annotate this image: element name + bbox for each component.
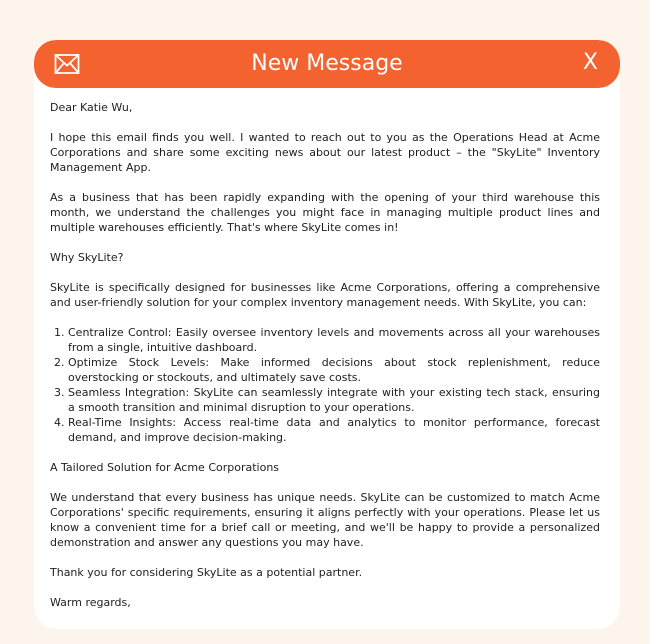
list-item: 4. Real-Time Insights: Access real-time data and analytics to monitor performance, forecast demand, and improve decision-making. (68, 415, 600, 445)
list-item: 3. Seamless Integration: SkyLite can seamlessly integrate with your existing tech stack, ensuring a smooth transition and minimal disruption to your operations. (68, 385, 600, 415)
greeting: Dear Katie Wu, (50, 101, 133, 114)
window-title: New Message (251, 51, 403, 76)
why-paragraph: SkyLite is specifically designed for businesses like Acme Corporations, offering a comprehensive and user-friendly solution for your complex inventory management needs. With SkyLite, you can: (50, 281, 600, 309)
list-item: 2. Optimize Stock Levels: Make informed decisions about stock replenishment, reduce overstocking or stockouts, and ultimately save costs. (68, 355, 600, 385)
message-body (50, 100, 600, 610)
message-header (34, 40, 620, 88)
context-paragraph: As a business that has been rapidly expanding with the opening of your third warehouse this month, we understand the challenges you might face in managing multiple product lines and multiple warehouses efficiently. That's where SkyLite comes in! (50, 191, 600, 234)
message-window (34, 40, 620, 629)
benefits-list (50, 325, 600, 445)
tailored-paragraph: We understand that every business has unique needs. SkyLite can be customized to match Acme Corporations' specific requirements, ensuring it aligns perfectly with your operations. Please let us know a convenient time for a brief call or meeting, and we'll be happy to provide a personalized demonstration and answer any questions you may have. (50, 491, 600, 549)
list-item: 1. Centralize Control: Easily oversee inventory levels and movements across all your warehouses from a single, intuitive dashboard. (68, 325, 600, 355)
closing: Warm regards, (50, 596, 131, 609)
why-heading: Why SkyLite? (50, 251, 124, 264)
intro-paragraph: I hope this email finds you well. I wanted to reach out to you as the Operations Head at Acme Corporations and share some exciting news about our latest product – the "SkyLite" Inventory Management App. (50, 131, 600, 174)
close-button[interactable]: X (582, 50, 598, 75)
thanks-paragraph: Thank you for considering SkyLite as a potential partner. (50, 566, 363, 579)
tailored-heading: A Tailored Solution for Acme Corporations (50, 461, 280, 474)
